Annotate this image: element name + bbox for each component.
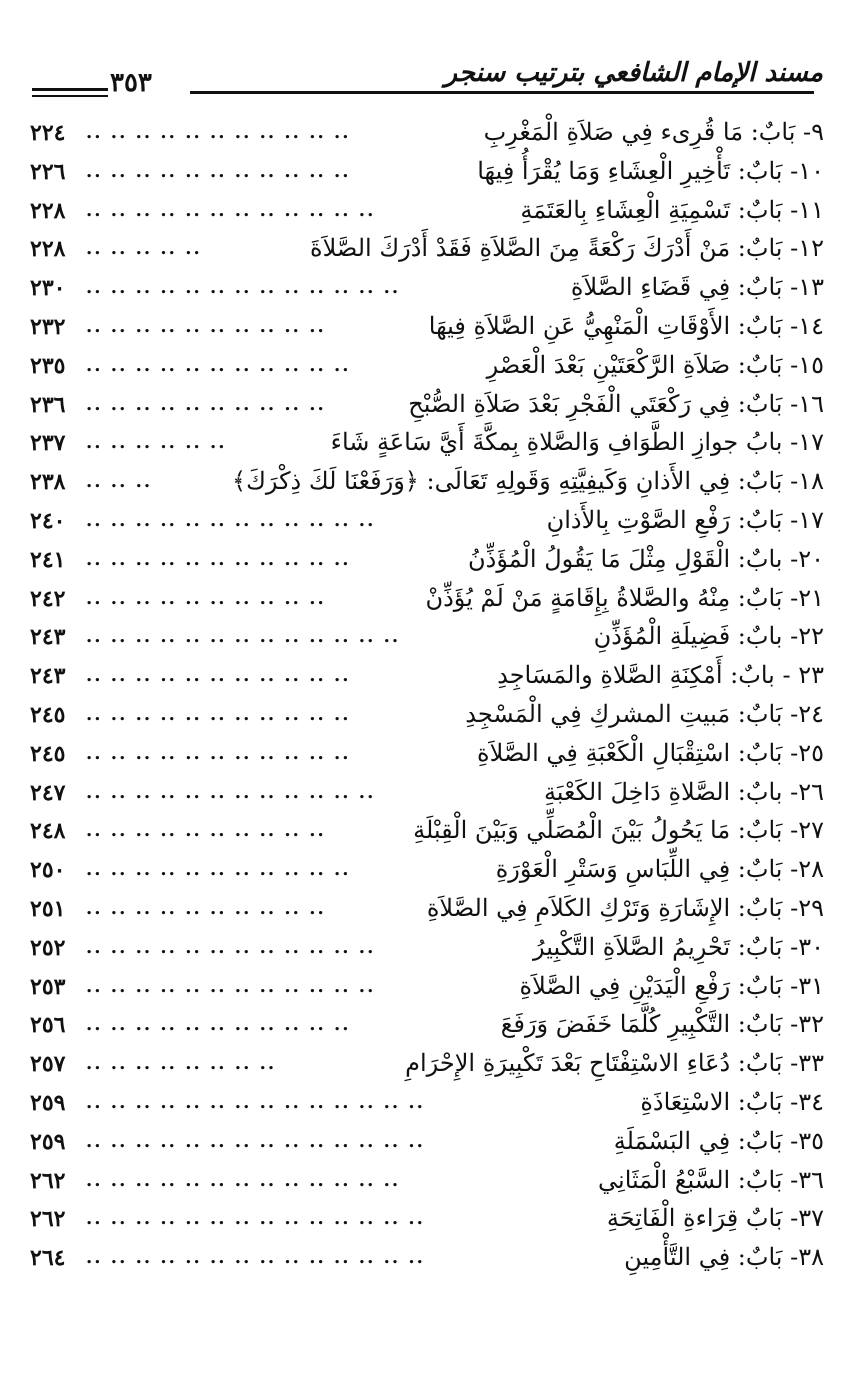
toc-leader-dots: .. .. .. .. .. .. .. .. .. .. .. .. .. ..: [86, 1247, 425, 1269]
page-number: ٣٥٣: [110, 68, 152, 98]
toc-page-number: ٢٥٩: [30, 1089, 66, 1116]
toc-entry-title: ٣٠- بَابٌ: تَحْرِيمُ الصَّلاَةِ التَّكْبِيرُ: [525, 933, 824, 961]
toc-leader-dots: .. .. ..: [86, 471, 153, 493]
toc-page-number: ٢٣٥: [30, 352, 66, 379]
toc-leader-dots: .. .. .. .. .. .. .. .. .. .. .. .. .. ..: [86, 1130, 425, 1152]
toc-page-number: ٢٤٣: [30, 663, 66, 690]
toc-entry: [24, 933, 824, 972]
toc-page-number: ٢٥٣: [30, 973, 66, 1000]
toc-page-number: ٢٢٦: [30, 158, 66, 185]
toc-entry: [24, 1127, 824, 1166]
toc-leader-dots: .. .. .. .. ..: [86, 238, 202, 260]
toc-entry-title: ٣٢- بَابٌ: التَّكْبِيرِ كُلَّمَا خَفَضَ وَرَفَعَ: [493, 1010, 824, 1038]
toc-entry: [24, 816, 824, 855]
toc-entry: [24, 390, 824, 429]
toc-page-number: ٢٥٧: [30, 1051, 66, 1078]
toc-page-number: ٢٦٢: [30, 1167, 66, 1194]
toc-entry: [24, 234, 824, 273]
toc-leader-dots: .. .. .. .. .. .. .. .. .. .. ..: [86, 122, 351, 143]
toc-leader-dots: .. .. .. .. .. .. .. .. .. .. .. .. .. ..: [86, 1091, 425, 1113]
toc-page-number: ٢٦٢: [30, 1206, 66, 1233]
book-title: مسند الإمام الشافعي بترتيب سنجر: [444, 58, 823, 88]
toc-page-number: ٢٢٤: [30, 120, 66, 146]
toc-page-number: ٢٤٧: [30, 779, 66, 806]
toc-entry-title: ٢٥- بَابٌ: اسْتِقْبَالِ الْكَعْبَةِ فِي الصَّلاَةِ: [469, 739, 824, 767]
toc-entry: [24, 661, 824, 700]
toc-entry: [24, 467, 824, 506]
toc-entry: [24, 157, 824, 196]
toc-entry-title: ٩- بَابٌ: مَا قُرِىء فِي صَلاَةِ الْمَغْرِبِ: [476, 118, 824, 146]
toc-entry-title: ٢٩- بَابٌ: الإِشَارَةِ وَتَرْكِ الكَلاَمِ فِي الصَّلاَةِ: [419, 894, 824, 922]
toc-page-number: ٢٣٧: [30, 430, 66, 457]
toc-leader-dots: .. .. .. .. .. .. .. .. .. .. ..: [86, 859, 351, 881]
header-rule-left-top: [32, 88, 108, 91]
toc-entry-title: ٢٢- بابٌ: فَضِيلَةِ الْمُؤَذِّنِ: [586, 622, 824, 650]
toc-entry: [24, 855, 824, 894]
toc-entry-title: ٢٧- بَابٌ: مَا يَحُولُ بَيْنَ الْمُصَلِّي وَبَيْنَ الْقِبْلَةِ: [405, 816, 824, 844]
toc-page-number: ٢٤٣: [30, 624, 66, 651]
toc-entry: [24, 428, 824, 467]
toc-leader-dots: .. .. .. .. .. .. .. .. .. .. .. ..: [86, 781, 376, 803]
toc-page-number: ٢٣٢: [30, 313, 66, 340]
toc-leader-dots: .. .. .. .. .. .. .. .. .. ..: [86, 820, 326, 842]
toc-entry-title: ٣٥- بَابٌ: فِي البَسْمَلَةِ: [606, 1127, 824, 1155]
toc-entry-title: ٣٦- بَابٌ: السَّبْعُ الْمَثَانِي: [590, 1166, 824, 1194]
toc-entry: [24, 273, 824, 312]
toc-leader-dots: .. .. .. .. .. .. .. .. .. .. ..: [86, 665, 351, 687]
toc-leader-dots: .. .. .. .. .. .. .. .. .. ..: [86, 393, 326, 415]
toc-entry-title: ٣٨- بَابٌ: فِي التَّأْمِينِ: [616, 1243, 824, 1271]
toc-entry: [24, 1049, 824, 1088]
toc-entry: [24, 700, 824, 739]
page-header: [28, 52, 823, 102]
toc-entry: [24, 1204, 824, 1243]
header-rule-main: [190, 91, 814, 94]
toc-entry-title: ١٣- بَابٌ: فِي قَضَاءِ الصَّلاَةِ: [563, 273, 824, 301]
toc-page-number: ٢٥٠: [30, 857, 66, 884]
toc-leader-dots: .. .. .. .. .. .. .. .. .. .. ..: [86, 548, 351, 570]
toc-leader-dots: .. .. .. .. .. .. .. .. .. .. .. ..: [86, 509, 376, 531]
toc-entry: [24, 1010, 824, 1049]
toc-page-number: ٢٣٠: [30, 275, 66, 302]
table-of-contents: [24, 118, 824, 1282]
toc-leader-dots: .. .. .. .. .. .. .. .. .. ..: [86, 587, 326, 609]
toc-leader-dots: .. .. .. .. .. .. .. .. .. .. ..: [86, 703, 351, 725]
toc-entry-title: ٣٤- بَابٌ: الاسْتِعَاذَةِ: [632, 1088, 824, 1116]
toc-entry: [24, 312, 824, 351]
toc-entry: [24, 894, 824, 933]
toc-page-number: ٢٦٤: [30, 1245, 66, 1272]
toc-leader-dots: .. .. .. .. .. .. .. .. .. ..: [86, 315, 326, 337]
toc-entry-title: ١٦- بَابٌ: فِي رَكْعَتَي الْفَجْرِ بَعْدَ صَلاَةِ الصُّبْحِ: [400, 390, 824, 418]
toc-leader-dots: .. .. .. .. .. .. .. .. .. ..: [86, 897, 326, 919]
toc-entry-title: ١٠- بَابٌ: تَأْخِيرِ الْعِشَاءِ وَمَا يُقْرَأُ فِيهَا: [469, 157, 824, 185]
toc-entry-title: ٢٠- بابٌ: الْقَوْلِ مِثْلَ مَا يَقُولُ الْمُؤَذِّنُ: [460, 545, 824, 573]
toc-page-number: ٢٥١: [30, 895, 66, 922]
toc-entry: [24, 545, 824, 584]
toc-leader-dots: .. .. .. .. .. .. .. .. .. .. .. .. .. ..: [86, 1208, 425, 1230]
toc-entry: [24, 1166, 824, 1205]
toc-entry: [24, 1088, 824, 1127]
toc-entry-title: ١٤- بَابٌ: الأَوْقَاتِ الْمَنْهِيُّ عَنِ الصَّلاَةِ فِيهَا: [421, 312, 824, 340]
toc-entry-title: ١٨- بَابٌ: فِي الأَذانِ وَكَيفِيَّتِهِ وَقَولِهِ تَعَالَى: ﴿وَرَفَعْنَا لَكَ ذِكْرَكَ﴾: [224, 467, 824, 495]
toc-entry-title: ١٥- بَابٌ: صَلاَةِ الرَّكْعَتَيْنِ بَعْدَ الْعَصْرِ: [479, 351, 824, 379]
toc-entry-title: ٢٨- بَابٌ: فِي اللِّبَاسِ وَسَتْرِ الْعَوْرَةِ: [488, 855, 824, 883]
toc-page-number: ٢٤٢: [30, 585, 66, 612]
toc-entry-title: ٢٣ - بابٌ: أَمْكِنَةِ الصَّلاةِ والمَسَاجِدِ: [489, 661, 824, 689]
toc-leader-dots: .. .. .. .. .. .. .. .. .. .. .. ..: [86, 199, 376, 221]
toc-entry: [24, 196, 824, 235]
toc-entry-title: ١٧- بابُ جوازِ الطَّوَافِ وَالصَّلاةِ بِمكَّةَ أَيَّ سَاعَةٍ شَاءَ: [323, 428, 824, 456]
toc-entry: [24, 778, 824, 817]
toc-leader-dots: .. .. .. .. .. .. .. .. .. .. ..: [86, 354, 351, 376]
toc-page-number: ٢٥٩: [30, 1128, 66, 1155]
toc-entry: [24, 506, 824, 545]
toc-entry-title: ٣٣- بَابٌ: دُعَاءِ الاسْتِفْتَاحِ بَعْدَ تَكْبِيرَةِ الإِحْرَامِ: [397, 1049, 824, 1077]
toc-page-number: ٢٣٦: [30, 391, 66, 418]
toc-entry: [24, 584, 824, 623]
toc-entry: [24, 739, 824, 778]
toc-entry-title: ٢٦- بابٌ: الصَّلاةِ دَاخِلَ الكَعْبَةِ: [536, 778, 824, 806]
toc-entry: [24, 118, 824, 157]
toc-entry-title: ٣١- بَابٌ: رَفْعِ الْيَدَيْنِ فِي الصَّلاَةِ: [512, 972, 824, 1000]
toc-entry-title: ١٢- بَابٌ: مَنْ أَدْرَكَ رَكْعَةً مِنَ الصَّلاَةِ فَقَدْ أَدْرَكَ الصَّلاَةَ: [302, 234, 824, 262]
toc-entry-title: ٢١- بَابٌ: مِنْهُ والصَّلاةُ بِإِقَامَةٍ مَنْ لَمْ يُؤَذِّنْ: [417, 584, 824, 612]
toc-entry: [24, 351, 824, 390]
toc-page-number: ٢٤١: [30, 546, 66, 573]
toc-page-number: ٢٥٢: [30, 934, 66, 961]
toc-entry: [24, 972, 824, 1011]
toc-leader-dots: .. .. .. .. .. .. .. .. .. .. ..: [86, 1014, 351, 1036]
toc-leader-dots: .. .. .. .. .. .. .. .. .. .. .. .. ..: [86, 626, 401, 648]
toc-leader-dots: .. .. .. .. .. .. .. .. .. .. ..: [86, 742, 351, 764]
toc-page-number: ٢٤٥: [30, 701, 66, 728]
toc-entry: [24, 1243, 824, 1282]
toc-entry-title: ١٧- بَابٌ: رَفْعِ الصَّوْتِ بِالأَذانِ: [539, 506, 824, 534]
toc-entry-title: ٣٧- بَابٌ قِرَاءةِ الْفَاتِحَةِ: [599, 1204, 824, 1232]
toc-entry: [24, 622, 824, 661]
toc-page-number: ٢٣٨: [30, 469, 66, 496]
toc-entry-title: ١١- بَابٌ: تَسْمِيَةِ الْعِشَاءِ بِالعَتَمَةِ: [512, 196, 824, 224]
toc-page-number: ٢٤٠: [30, 507, 66, 534]
header-rule-left-bottom: [32, 95, 108, 97]
toc-page-number: ٢٤٥: [30, 740, 66, 767]
toc-leader-dots: .. .. .. .. .. ..: [86, 432, 227, 454]
toc-page-number: ٢٢٨: [30, 197, 66, 224]
toc-page-number: ٢٥٦: [30, 1012, 66, 1039]
toc-entry-title: ٢٤- بَابٌ: مَبيتِ المشركِ فِي الْمَسْجِدِ: [457, 700, 824, 728]
toc-leader-dots: .. .. .. .. .. .. .. .. .. .. ..: [86, 160, 351, 182]
toc-page-number: ٢٢٨: [30, 236, 66, 263]
toc-page-number: ٢٤٨: [30, 818, 66, 845]
toc-leader-dots: .. .. .. .. .. .. .. .. .. .. .. ..: [86, 975, 376, 997]
toc-leader-dots: .. .. .. .. .. .. .. .. .. .. .. .. ..: [86, 1169, 401, 1191]
toc-leader-dots: .. .. .. .. .. .. .. ..: [86, 1053, 277, 1075]
toc-leader-dots: .. .. .. .. .. .. .. .. .. .. .. .. ..: [86, 277, 401, 299]
toc-leader-dots: .. .. .. .. .. .. .. .. .. .. .. ..: [86, 936, 376, 958]
